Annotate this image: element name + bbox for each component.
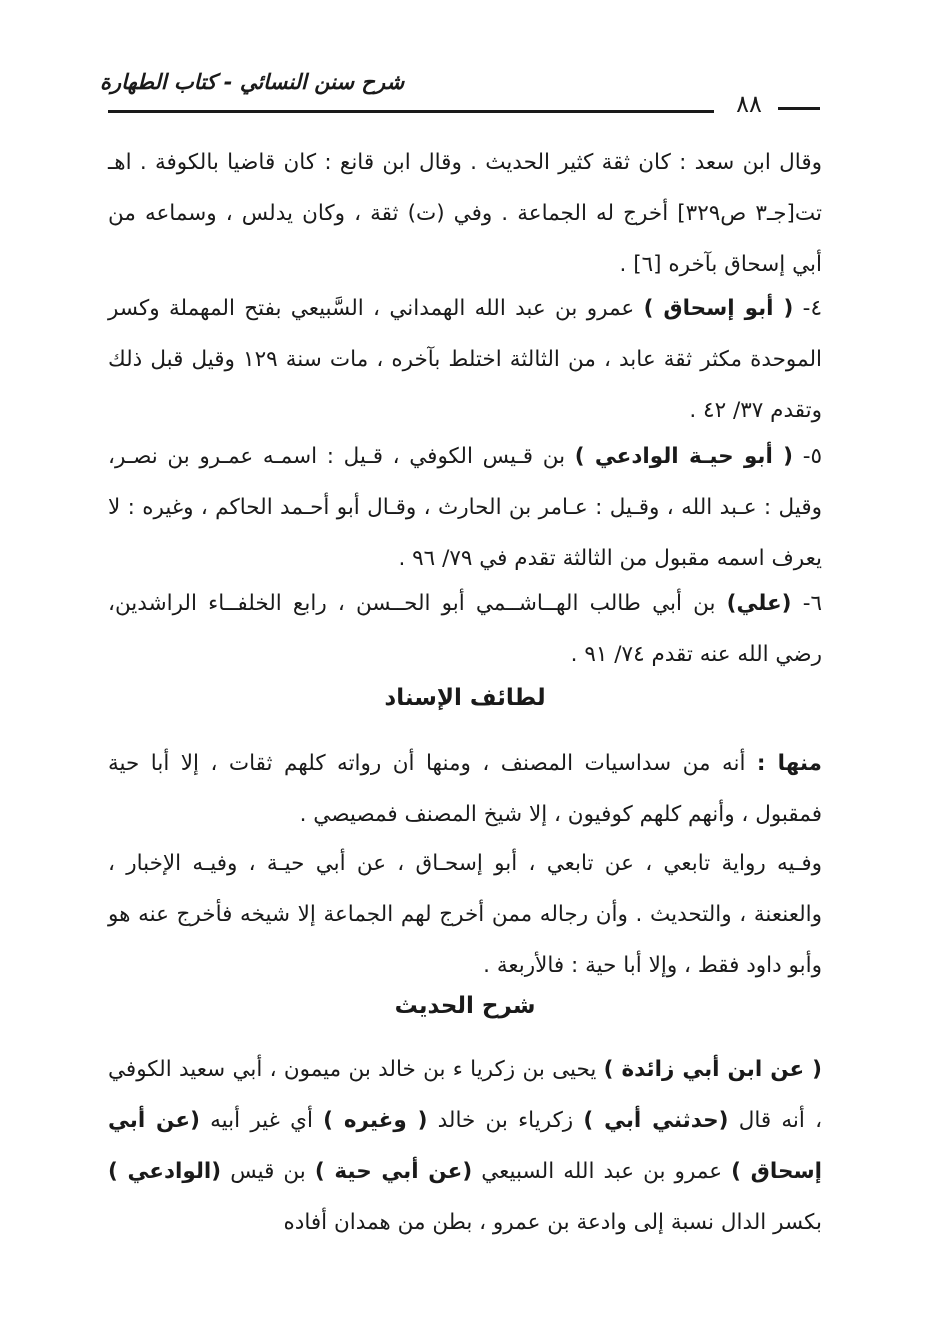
narrator-5-text: بن قـيس الكوفي ، قـيل : اسمـه عمـرو بن نصـر، وقيل : عـبد الله ، وقـيل : عـامر بن الحارث ، وقـال أبو أحـمد الحاكم ، وغيره : لا يعرف اسمه مقبول من الثالثة تقدم في ٧٩/ ٩٦ . xyxy=(108,444,822,571)
narrator-6-number: ٦- xyxy=(802,591,823,616)
page-number: ٨٨ xyxy=(736,90,762,118)
page-number-rule xyxy=(778,107,820,110)
commentary-text-4: عمرو بن عبد الله السبيعي xyxy=(481,1159,723,1184)
narrator-5-number: ٥- xyxy=(802,444,823,469)
subtleties-text: أنه من سداسيات المصنف ، ومنها أن رواته كلهم ثقات ، إلا أبا حية فمقبول ، وأنهم كلهم كوفيون ، إلا شيخ المصنف فمصيصي . xyxy=(108,751,822,827)
narrator-5-name: ( أبو حيـة الوادعي ) xyxy=(574,444,794,469)
commentary-text-1: يحيى بن زكريا ء بن خالد بن ميمون ، أبي سعيد الكوفي ، أنه قال xyxy=(108,1057,823,1133)
commentary-text-6: بكسر الدال نسبة إلى وادعة بن عمرو ، بطن من همدان أفاده xyxy=(283,1210,822,1235)
commentary-term-6: (الوادعي ) xyxy=(108,1159,222,1184)
narrator-6-name: (علي) xyxy=(726,591,792,616)
header-rule xyxy=(108,110,714,113)
commentary-term-4: (عن أبي إسحاق ) xyxy=(108,1108,822,1184)
commentary-text-5: بن قيس xyxy=(230,1159,306,1184)
heading-hadith-commentary: شرح الحديث xyxy=(394,993,536,1019)
heading-isnad-subtleties: لطائف الإسناد xyxy=(384,685,546,711)
commentary-text-2: زكرياء بن خالد xyxy=(437,1108,574,1133)
paragraph-subtleties xyxy=(108,738,822,840)
narrator-4-entry xyxy=(108,283,822,436)
narrator-4-name: ( أبو إسحاق ) xyxy=(643,296,794,321)
commentary-text-3: أي غير أبيه xyxy=(210,1108,313,1133)
running-title: شرح سنن النسائي - كتاب الطهارة xyxy=(100,70,405,94)
narrator-4-text: عمرو بن عبد الله الهمداني ، السَّبيعي بفتح المهملة وكسر الموحدة مكثر ثقة عابد ، من الثالثة اختلط بآخره ، مات سنة ١٢٩ وقيل قبل ذلك وتقدم ٣٧/ ٤٢ . xyxy=(108,296,822,423)
paragraph-narration: وفـيه رواية تابعي ، عن تابعي ، أبو إسحـاق ، عن أبي حيـة ، وفيـه الإخبار ، والعنعنة ، والتحديث . وأن رجاله ممن أخرج لهم الجماعة إلا شيخه فأخرج عنه هو وأبو داود فقط ، وإلا أبا حية : فالأربعة . xyxy=(108,851,822,978)
paragraph-ibn-saad: وقال ابن سعد : كان ثقة كثير الحديث . وقال ابن قانع : كان قاضيا بالكوفة . اهـ تت[جـ٣ ص٣٢٩] أخرج له الجماعة . وفي (ت) ثقة ، وكان يدلس ، وسماعه من أبي إسحاق بآخره [٦] . xyxy=(108,150,823,277)
commentary-term-3: ( وغيره ) xyxy=(323,1108,428,1133)
narrator-6-entry xyxy=(108,578,822,680)
narrator-6-text: بن أبي طالب الهــاشــمي أبو الحــسن ، رابع الخلفــاء الراشدين، رضي الله عنه تقدم ٧٤/ ٩١ . xyxy=(108,591,822,667)
subtleties-lead: منها : xyxy=(756,751,822,776)
commentary-term-5: (عن أبي حية ) xyxy=(314,1159,473,1184)
narrator-4-number: ٤- xyxy=(802,296,822,321)
commentary-term-1: ( عن ابن أبي زائدة ) xyxy=(603,1057,822,1082)
paragraph-commentary xyxy=(108,1044,822,1248)
narrator-5-entry xyxy=(108,431,822,584)
commentary-term-2: (حدثني أبي ) xyxy=(583,1108,729,1133)
